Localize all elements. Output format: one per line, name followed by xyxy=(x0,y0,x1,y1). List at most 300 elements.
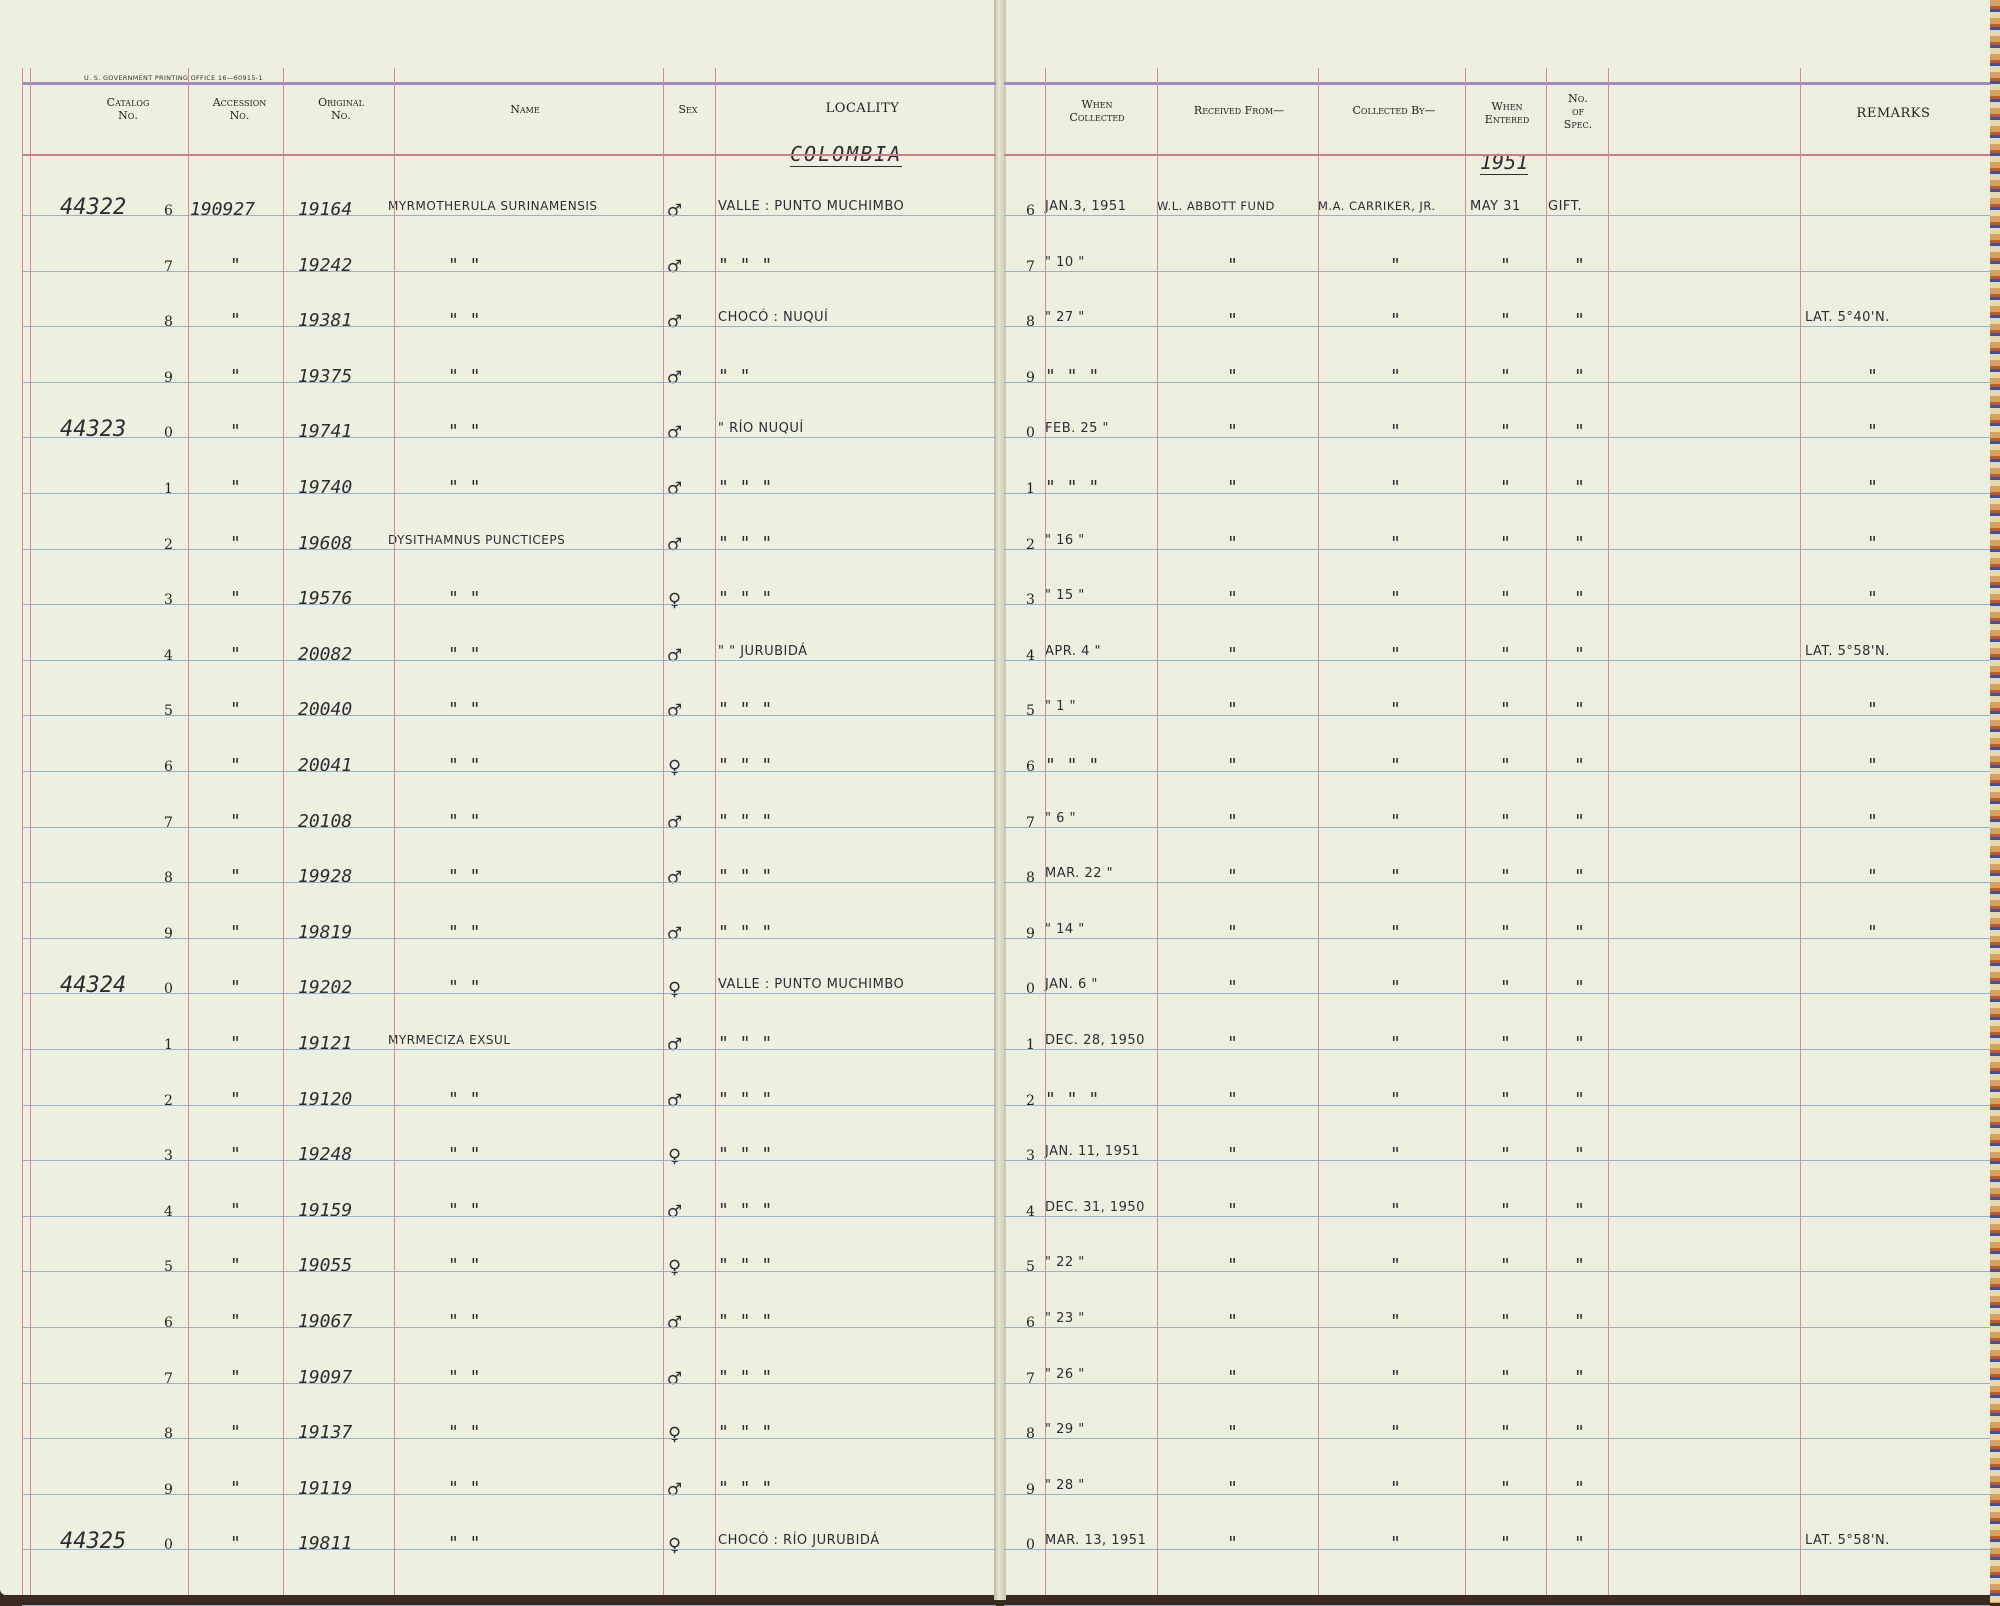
original-number: 19121 xyxy=(298,1033,353,1054)
locality: CHOCÓ : NUQUÍ xyxy=(718,310,829,325)
collected-by: " xyxy=(1390,1200,1401,1221)
ruled-line xyxy=(22,437,996,438)
accession-number: " xyxy=(230,477,241,498)
ruled-line xyxy=(1004,993,1990,994)
received-from: " xyxy=(1227,588,1238,609)
sex-symbol: ♂ xyxy=(668,366,682,391)
header-when-collected: When Collected xyxy=(1069,98,1125,124)
row-digit-right: 8 xyxy=(1026,1426,1035,1442)
sex-symbol: ♂ xyxy=(668,1478,682,1503)
row-digit-right: 9 xyxy=(1026,370,1035,386)
catalog-final-digit: 5 xyxy=(164,703,173,719)
ruled-line xyxy=(22,1549,996,1550)
header-remarks: REMARKS xyxy=(1856,106,1931,121)
sex-symbol: ♀ xyxy=(668,1255,682,1280)
catalog-final-digit: 2 xyxy=(164,1093,173,1109)
ruled-line xyxy=(1004,326,1990,327)
when-collected: " 22 " xyxy=(1045,1255,1085,1270)
collected-by: M.A. CARRIKER, JR. xyxy=(1318,199,1436,213)
number-of-specimens: " xyxy=(1574,699,1585,720)
column-rule xyxy=(22,68,23,1595)
catalog-final-digit: 6 xyxy=(164,1315,173,1331)
species-name: " " xyxy=(448,366,481,387)
original-number: 19097 xyxy=(298,1367,353,1388)
row-digit-right: 0 xyxy=(1026,1537,1035,1553)
ruled-line xyxy=(22,771,996,772)
locality: VALLE : PUNTO MUCHIMBO xyxy=(718,199,905,214)
sex-symbol: ♂ xyxy=(668,199,682,224)
column-rule xyxy=(1608,68,1609,1595)
catalog-final-digit: 4 xyxy=(164,1204,173,1220)
ruled-line xyxy=(22,993,996,994)
ruled-line xyxy=(1004,715,1990,716)
row-digit-right: 3 xyxy=(1026,1148,1035,1164)
number-of-specimens: " xyxy=(1574,1422,1585,1443)
sex-symbol: ♀ xyxy=(668,588,682,613)
number-of-specimens: " xyxy=(1574,477,1585,498)
received-from: " xyxy=(1227,699,1238,720)
received-from: " xyxy=(1227,1533,1238,1554)
when-entered: " xyxy=(1500,644,1511,665)
row-digit-right: 7 xyxy=(1026,1371,1035,1387)
accession-number: " xyxy=(230,699,241,720)
when-entered: " xyxy=(1500,366,1511,387)
species-name: " " xyxy=(448,922,481,943)
row-digit-right: 5 xyxy=(1026,703,1035,719)
collected-by: " xyxy=(1390,922,1401,943)
accession-number: " xyxy=(230,1144,241,1165)
accession-number: " xyxy=(230,866,241,887)
row-digit-right: 5 xyxy=(1026,1259,1035,1275)
species-name: " " xyxy=(448,1478,481,1499)
ruled-line xyxy=(1004,1160,1990,1161)
when-entered: " xyxy=(1500,1144,1511,1165)
row-digit-right: 4 xyxy=(1026,1204,1035,1220)
species-name: " " xyxy=(448,255,481,276)
collected-by: " xyxy=(1390,1255,1401,1276)
collected-by: " xyxy=(1390,1478,1401,1499)
accession-number: " xyxy=(230,255,241,276)
when-entered: " xyxy=(1500,811,1511,832)
ledger-right-page xyxy=(1004,0,1990,1595)
received-from: " xyxy=(1227,866,1238,887)
when-collected: " 16 " xyxy=(1045,533,1085,548)
sex-symbol: ♂ xyxy=(668,477,682,502)
remarks: LAT. 5°40'N. xyxy=(1805,310,1890,325)
locality: " " " xyxy=(718,1200,773,1221)
column-rule xyxy=(715,68,716,1595)
remarks: " xyxy=(1867,755,1878,776)
species-name: MYRMOTHERULA SURINAMENSIS xyxy=(388,199,598,213)
remarks: " xyxy=(1867,366,1878,387)
remarks: " xyxy=(1867,533,1878,554)
accession-number: " xyxy=(230,644,241,665)
collected-by: " xyxy=(1390,1033,1401,1054)
locality: " " " xyxy=(718,1033,773,1054)
accession-number: " xyxy=(230,1367,241,1388)
sex-symbol: ♂ xyxy=(668,644,682,669)
ruled-line xyxy=(1004,549,1990,550)
original-number: 19242 xyxy=(298,255,353,276)
number-of-specimens: " xyxy=(1574,255,1585,276)
header-rule-bottom-right xyxy=(1004,154,1990,156)
collected-by: " xyxy=(1390,1311,1401,1332)
when-collected: JAN. 11, 1951 xyxy=(1045,1144,1140,1159)
collected-by: " xyxy=(1390,977,1401,998)
original-number: 19119 xyxy=(298,1478,353,1499)
collected-by: " xyxy=(1390,1367,1401,1388)
when-collected: " 29 " xyxy=(1045,1422,1085,1437)
ruled-line xyxy=(1004,1271,1990,1272)
species-name: " " xyxy=(448,755,481,776)
when-entered: " xyxy=(1500,255,1511,276)
header-when-entered: When Entered xyxy=(1484,100,1530,126)
sex-symbol: ♂ xyxy=(668,1367,682,1392)
sex-symbol: ♀ xyxy=(668,1422,682,1447)
ruled-line xyxy=(22,1216,996,1217)
row-digit-right: 7 xyxy=(1026,815,1035,831)
ruled-line xyxy=(22,382,996,383)
catalog-final-digit: 8 xyxy=(164,870,173,886)
ruled-line xyxy=(22,1105,996,1106)
species-name: " " xyxy=(448,1200,481,1221)
accession-number: " xyxy=(230,1200,241,1221)
accession-number: " xyxy=(230,1478,241,1499)
column-rule xyxy=(30,68,31,1595)
original-number: 19137 xyxy=(298,1422,353,1443)
row-digit-right: 9 xyxy=(1026,1482,1035,1498)
header-locality: LOCALITY xyxy=(825,101,900,116)
sex-symbol: ♂ xyxy=(668,421,682,446)
ruled-line xyxy=(22,271,996,272)
row-digit-right: 0 xyxy=(1026,981,1035,997)
sex-symbol: ♂ xyxy=(668,922,682,947)
header-rule-top xyxy=(22,82,996,85)
locality: VALLE : PUNTO MUCHIMBO xyxy=(718,977,905,992)
number-of-specimens: " xyxy=(1574,922,1585,943)
species-name: " " xyxy=(448,699,481,720)
sex-symbol: ♂ xyxy=(668,255,682,280)
sex-symbol: ♂ xyxy=(668,533,682,558)
collected-by: " xyxy=(1390,1422,1401,1443)
number-of-specimens: " xyxy=(1574,1478,1585,1499)
catalog-final-digit: 0 xyxy=(164,1537,173,1553)
original-number: 19202 xyxy=(298,977,353,998)
received-from: " xyxy=(1227,421,1238,442)
locality: " " " xyxy=(718,1255,773,1276)
sex-symbol: ♂ xyxy=(668,1089,682,1114)
species-name: " " xyxy=(448,1311,481,1332)
row-digit-right: 8 xyxy=(1026,870,1035,886)
sex-symbol: ♂ xyxy=(668,1311,682,1336)
catalog-final-digit: 6 xyxy=(164,203,173,219)
column-rule xyxy=(394,68,395,1595)
locality: " " " xyxy=(718,1478,773,1499)
catalog-final-digit: 9 xyxy=(164,370,173,386)
when-collected: " 27 " xyxy=(1045,310,1085,325)
number-of-specimens: " xyxy=(1574,866,1585,887)
book-gutter xyxy=(994,0,1006,1600)
received-from: " xyxy=(1227,1144,1238,1165)
original-number: 19741 xyxy=(298,421,353,442)
received-from: " xyxy=(1227,811,1238,832)
catalog-final-digit: 8 xyxy=(164,1426,173,1442)
when-collected: " 26 " xyxy=(1045,1367,1085,1382)
species-name: " " xyxy=(448,1422,481,1443)
sex-symbol: ♂ xyxy=(668,811,682,836)
accession-number: " xyxy=(230,366,241,387)
number-of-specimens: " xyxy=(1574,310,1585,331)
when-entered: " xyxy=(1500,1089,1511,1110)
locality: " " " xyxy=(718,1089,773,1110)
locality: " " " xyxy=(718,477,773,498)
collected-by: " xyxy=(1390,755,1401,776)
species-name: " " xyxy=(448,310,481,331)
accession-number: " xyxy=(230,588,241,609)
species-name: " " xyxy=(448,811,481,832)
species-name: " " xyxy=(448,644,481,665)
column-rule xyxy=(1318,68,1319,1595)
row-digit-right: 6 xyxy=(1026,759,1035,775)
when-collected: " " " xyxy=(1045,477,1100,498)
original-number: 19055 xyxy=(298,1255,353,1276)
species-name: " " xyxy=(448,866,481,887)
received-from: " xyxy=(1227,366,1238,387)
ruled-line xyxy=(1004,1438,1990,1439)
number-of-specimens: " xyxy=(1574,366,1585,387)
when-entered: " xyxy=(1500,1533,1511,1554)
locality: " " " xyxy=(718,1311,773,1332)
remarks: " xyxy=(1867,588,1878,609)
received-from: " xyxy=(1227,1089,1238,1110)
remarks: " xyxy=(1867,477,1878,498)
header-name: Name xyxy=(510,103,540,116)
species-name: MYRMECIZA EXSUL xyxy=(388,1033,511,1047)
when-entered: " xyxy=(1500,1311,1511,1332)
ruled-line xyxy=(1004,493,1990,494)
sex-symbol: ♂ xyxy=(668,1200,682,1225)
number-of-specimens: " xyxy=(1574,1144,1585,1165)
number-of-specimens: " xyxy=(1574,811,1585,832)
header-collected-by: Collected By— xyxy=(1352,104,1436,117)
locality: " RÍO NUQUÍ xyxy=(718,421,804,436)
ruled-line xyxy=(22,1160,996,1161)
catalog-number: 44322 xyxy=(60,195,127,220)
number-of-specimens: " xyxy=(1574,1311,1585,1332)
received-from: W.L. ABBOTT FUND xyxy=(1157,199,1275,213)
ruled-line xyxy=(22,938,996,939)
collected-by: " xyxy=(1390,1533,1401,1554)
original-number: 20040 xyxy=(298,699,353,720)
received-from: " xyxy=(1227,255,1238,276)
original-number: 19928 xyxy=(298,866,353,887)
when-collected: " 23 " xyxy=(1045,1311,1085,1326)
ruled-line xyxy=(1004,1216,1990,1217)
remarks: " xyxy=(1867,699,1878,720)
when-entered: " xyxy=(1500,1033,1511,1054)
catalog-final-digit: 3 xyxy=(164,592,173,608)
header-sex: Sex xyxy=(678,103,698,116)
received-from: " xyxy=(1227,922,1238,943)
catalog-final-digit: 2 xyxy=(164,537,173,553)
ruled-line xyxy=(22,882,996,883)
column-rule xyxy=(663,68,664,1595)
ruled-line xyxy=(22,493,996,494)
catalog-final-digit: 9 xyxy=(164,1482,173,1498)
row-digit-right: 4 xyxy=(1026,648,1035,664)
locality: CHOCÓ : RÍO JURUBIDÁ xyxy=(718,1533,880,1548)
catalog-number: 44324 xyxy=(60,973,127,998)
catalog-final-digit: 4 xyxy=(164,648,173,664)
ruled-line xyxy=(1004,1494,1990,1495)
accession-number: " xyxy=(230,811,241,832)
received-from: " xyxy=(1227,310,1238,331)
when-collected: MAR. 22 " xyxy=(1045,866,1114,881)
catalog-final-digit: 6 xyxy=(164,759,173,775)
when-collected: JAN.3, 1951 xyxy=(1045,199,1127,214)
ruled-line xyxy=(1004,437,1990,438)
column-rule xyxy=(1157,68,1158,1595)
when-entered: MAY 31 xyxy=(1470,199,1521,214)
ruled-line xyxy=(1004,1383,1990,1384)
locality: " " " xyxy=(718,811,773,832)
received-from: " xyxy=(1227,1478,1238,1499)
accession-number: " xyxy=(230,310,241,331)
ruled-line xyxy=(1004,882,1990,883)
original-number: 19248 xyxy=(298,1144,353,1165)
ruled-line xyxy=(22,827,996,828)
header-rule-top-right xyxy=(1004,82,1990,85)
catalog-final-digit: 3 xyxy=(164,1148,173,1164)
accession-number: " xyxy=(230,755,241,776)
when-entered: " xyxy=(1500,755,1511,776)
ruled-line xyxy=(22,549,996,550)
number-of-specimens: " xyxy=(1574,1255,1585,1276)
catalog-final-digit: 5 xyxy=(164,1259,173,1275)
accession-number: " xyxy=(230,1255,241,1276)
when-entered: " xyxy=(1500,588,1511,609)
species-name: DYSITHAMNUS PUNCTICEPS xyxy=(388,533,566,547)
ruled-line xyxy=(1004,382,1990,383)
catalog-final-digit: 0 xyxy=(164,981,173,997)
number-of-specimens: " xyxy=(1574,1200,1585,1221)
collected-by: " xyxy=(1390,366,1401,387)
when-collected: DEC. 31, 1950 xyxy=(1045,1200,1145,1215)
when-collected: " 28 " xyxy=(1045,1478,1085,1493)
sex-symbol: ♀ xyxy=(668,1533,682,1558)
species-name: " " xyxy=(448,477,481,498)
catalog-final-digit: 7 xyxy=(164,259,173,275)
remarks: " xyxy=(1867,421,1878,442)
column-rule xyxy=(188,68,189,1595)
sex-symbol: ♀ xyxy=(668,755,682,780)
original-number: 19819 xyxy=(298,922,353,943)
column-rule xyxy=(283,68,284,1595)
ruled-line xyxy=(1004,271,1990,272)
collected-by: " xyxy=(1390,477,1401,498)
when-collected: " 6 " xyxy=(1045,811,1076,826)
number-of-specimens: " xyxy=(1574,588,1585,609)
species-name: " " xyxy=(448,1367,481,1388)
collected-by: " xyxy=(1390,255,1401,276)
when-entered: " xyxy=(1500,421,1511,442)
column-rule xyxy=(1546,68,1547,1595)
number-of-specimens: " xyxy=(1574,421,1585,442)
ruled-line xyxy=(1004,215,1990,216)
when-entered: " xyxy=(1500,922,1511,943)
catalog-final-digit: 7 xyxy=(164,1371,173,1387)
received-from: " xyxy=(1227,477,1238,498)
when-collected: DEC. 28, 1950 xyxy=(1045,1033,1145,1048)
received-from: " xyxy=(1227,644,1238,665)
when-collected: " 10 " xyxy=(1045,255,1085,270)
remarks: LAT. 5°58'N. xyxy=(1805,1533,1890,1548)
species-name: " " xyxy=(448,977,481,998)
year-heading: 1951 xyxy=(1480,150,1529,174)
when-entered: " xyxy=(1500,1478,1511,1499)
received-from: " xyxy=(1227,1311,1238,1332)
locality: " " " xyxy=(718,866,773,887)
ruled-line xyxy=(22,604,996,605)
country-heading: COLOMBIA xyxy=(790,142,903,166)
original-number: 19159 xyxy=(298,1200,353,1221)
collected-by: " xyxy=(1390,699,1401,720)
locality: " " " xyxy=(718,1144,773,1165)
original-number: 19067 xyxy=(298,1311,353,1332)
collected-by: " xyxy=(1390,588,1401,609)
row-digit-right: 6 xyxy=(1026,203,1035,219)
catalog-final-digit: 1 xyxy=(164,1037,173,1053)
ruled-line xyxy=(1004,771,1990,772)
accession-number: " xyxy=(230,1089,241,1110)
locality: " " " xyxy=(718,1367,773,1388)
remarks: LAT. 5°58'N. xyxy=(1805,644,1890,659)
catalog-final-digit: 0 xyxy=(164,425,173,441)
catalog-final-digit: 8 xyxy=(164,314,173,330)
original-number: 20082 xyxy=(298,644,353,665)
number-of-specimens: GIFT. xyxy=(1548,199,1583,214)
ruled-line xyxy=(1004,1105,1990,1106)
sex-symbol: ♂ xyxy=(668,1033,682,1058)
column-rule xyxy=(1800,68,1801,1595)
ruled-line xyxy=(22,715,996,716)
ruled-line xyxy=(22,1438,996,1439)
when-collected: MAR. 13, 1951 xyxy=(1045,1533,1147,1548)
when-entered: " xyxy=(1500,1422,1511,1443)
when-entered: " xyxy=(1500,699,1511,720)
printer-mark: U. S. GOVERNMENT PRINTING OFFICE 16—60915-1 xyxy=(84,74,263,82)
accession-number: " xyxy=(230,533,241,554)
book-edge xyxy=(1990,0,2000,1603)
when-entered: " xyxy=(1500,477,1511,498)
when-collected: " " " xyxy=(1045,1089,1100,1110)
column-rule xyxy=(1045,68,1046,1595)
number-of-specimens: " xyxy=(1574,533,1585,554)
collected-by: " xyxy=(1390,866,1401,887)
row-digit-right: 6 xyxy=(1026,1315,1035,1331)
locality: " " " xyxy=(718,922,773,943)
ledger-left-page xyxy=(0,0,996,1595)
received-from: " xyxy=(1227,1367,1238,1388)
when-collected: FEB. 25 " xyxy=(1045,421,1110,436)
accession-number: " xyxy=(230,1533,241,1554)
original-number: 19608 xyxy=(298,533,353,554)
when-collected: " " " xyxy=(1045,755,1100,776)
locality: " " " xyxy=(718,533,773,554)
received-from: " xyxy=(1227,1200,1238,1221)
when-collected: APR. 4 " xyxy=(1045,644,1101,659)
number-of-specimens: " xyxy=(1574,1533,1585,1554)
